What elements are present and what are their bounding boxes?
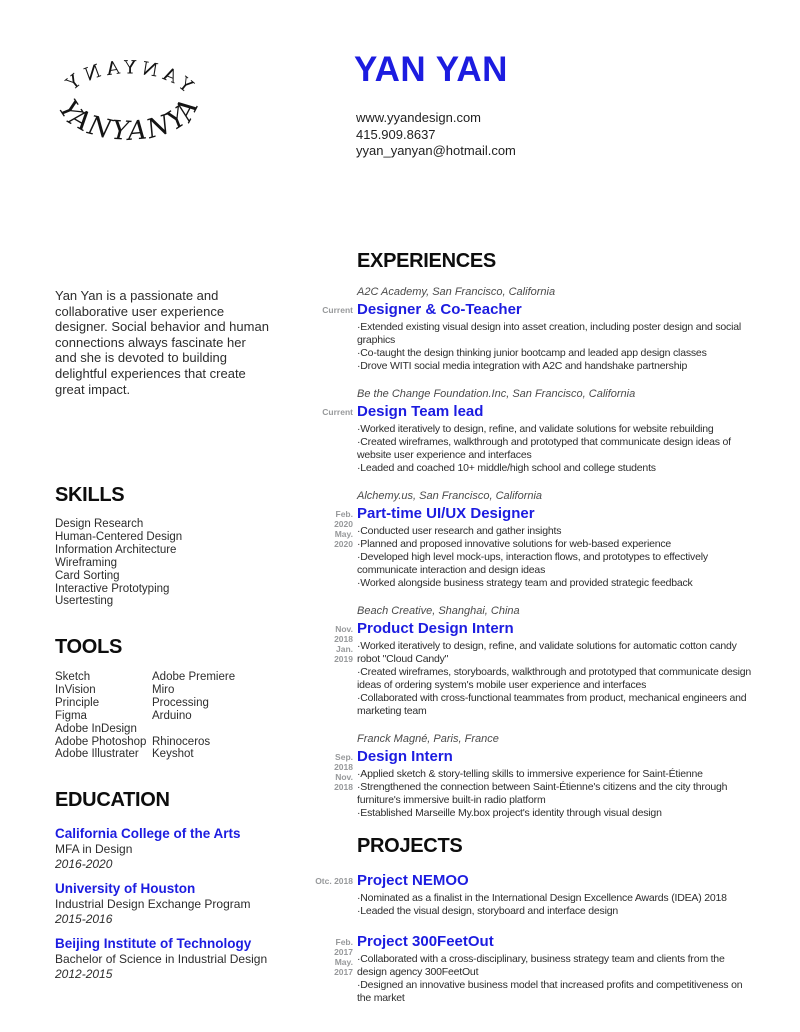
experience-company: Be the Change Foundation.Inc, San Francisco, California <box>357 388 636 400</box>
experience-entry <box>315 733 758 820</box>
tools-column-1 <box>55 671 152 761</box>
logo-back-text: YANYANY <box>58 57 197 98</box>
skill-item: Design Research <box>55 518 144 530</box>
education-years: 2012-2015 <box>55 966 113 981</box>
education-school: California College of the Arts <box>55 826 241 841</box>
contact-block <box>356 110 516 160</box>
experience-bullet: · Collaborated with cross-functional teammates from product, mechanical engineers and marketing team <box>357 692 753 718</box>
tool-item: Rhinoceros <box>152 735 211 748</box>
experience-bullet: · Worked iteratively to design, refine, and validate solutions for website rebuilding <box>357 423 753 436</box>
tool-item: Adobe InDesign <box>55 722 137 735</box>
experience-company: Beach Creative, Shanghai, China <box>357 605 520 617</box>
experience-bullet: · Worked alongside business strategy team and provided strategic feedback <box>357 577 753 590</box>
education-years: 2016-2020 <box>55 856 113 871</box>
projects-heading: PROJECTS <box>357 835 463 857</box>
project-bullet: · Leaded the visual design, storyboard and interface design <box>357 905 753 918</box>
tool-item: InVision <box>55 683 96 696</box>
experience-title: Product Design Intern <box>357 620 514 637</box>
tools-section <box>55 636 235 761</box>
experience-bullet: · Worked iteratively to design, refine, and validate solutions for automatic cotton candy robot "Cloud Candy" <box>357 640 753 666</box>
tool-item: Figma <box>55 709 87 722</box>
skill-item: Information Architecture <box>55 543 177 556</box>
experience-bullet: · Leaded and coached 10+ middle/high school and college students <box>357 462 753 475</box>
experience-title: Design Team lead <box>357 403 484 420</box>
experience-company: A2C Academy, San Francisco, California <box>357 286 556 298</box>
experience-bullet: · Drove WITI social media integration with A2C and handshake partnership <box>357 360 753 373</box>
main-column <box>315 250 758 1020</box>
experience-title: Design Intern <box>357 748 453 765</box>
project-entry <box>315 872 758 918</box>
email-link[interactable]: yyan_yanyan@hotmail.com <box>356 143 516 158</box>
tool-item: Sketch <box>55 671 91 683</box>
experience-entry <box>315 286 758 373</box>
experience-title: Part-time UI/UX Designer <box>357 505 535 522</box>
tools-column-2 <box>152 671 235 761</box>
education-entry <box>55 880 267 926</box>
experience-dates: Nov. 2018 Jan. 2019 <box>334 624 353 664</box>
person-name: YAN YAN <box>354 50 508 89</box>
skill-item: Interactive Prototyping <box>55 582 170 595</box>
experience-bullet: · Established Marseille My.box project's identity through visual design <box>357 807 753 820</box>
education-degree: Bachelor of Science in Industrial Design <box>55 952 268 966</box>
experience-dates: Current <box>322 407 353 417</box>
website-link[interactable]: www.yyandesign.com <box>356 110 481 125</box>
project-bullet: · Nominated as a finalist in the International Design Excellence Awards (IDEA) 2018 <box>357 892 753 905</box>
about-paragraph: Yan Yan is a passionate and collaborative user experience designer. Social behavior and human connections always fascinate her and she is devoted to building delightful experiences that create great impact. <box>55 288 269 397</box>
tool-item <box>152 723 235 736</box>
experience-bullet: · Planned and proposed innovative solutions for web-based experience <box>357 538 753 551</box>
experience-company: Franck Magné, Paris, France <box>357 733 499 745</box>
tool-item: Adobe Premiere <box>152 671 236 683</box>
experience-entry <box>315 490 758 590</box>
skill-item: Wireframing <box>55 556 117 569</box>
tool-item: Arduino <box>152 709 192 722</box>
experience-dates: Feb. 2020 May. 2020 <box>334 509 353 549</box>
experience-company: Alchemy.us, San Francisco, California <box>357 490 543 502</box>
tool-item: Miro <box>152 683 175 696</box>
skill-item: Card Sorting <box>55 569 120 582</box>
education-degree: Industrial Design Exchange Program <box>55 897 251 911</box>
experience-dates: Sep. 2018 Nov. 2018 <box>334 752 353 792</box>
project-entry <box>315 933 758 1005</box>
experience-dates: Current <box>322 305 353 315</box>
experience-bullet: · Created wireframes, storyboards, walkthrough and prototyped that communicate design ideas of ordering system's mobile user experience and interfaces <box>357 666 753 692</box>
experience-bullet: · Co-taught the design thinking junior bootcamp and leaded app design classes <box>357 347 753 360</box>
experience-bullet: · Strengthened the connection between Saint-Étienne's citizens and the city through furniture's immersive built-in radio platform <box>357 781 753 807</box>
tool-item: Processing <box>152 696 209 709</box>
experience-bullet: · Conducted user research and gather insights <box>357 525 753 538</box>
skill-item: Usertesting <box>55 595 114 608</box>
experience-bullet: · Developed high level mock-ups, interaction flows, and prototypes to effectively communicate interaction and design ideas <box>357 551 753 577</box>
project-dates: Feb. 2017 May. 2017 <box>334 937 353 977</box>
tool-item: Adobe Photoshop <box>55 735 147 748</box>
education-entry <box>55 935 267 981</box>
experience-entry <box>315 388 758 475</box>
tool-item: Principle <box>55 696 100 709</box>
education-school: University of Houston <box>55 881 196 896</box>
project-title: Project NEMOO <box>357 872 469 889</box>
tool-item: Keyshot <box>152 748 194 761</box>
yanyan-ring-logo <box>48 44 208 166</box>
experience-entry <box>315 605 758 718</box>
education-school: Beijing Institute of Technology <box>55 936 252 951</box>
project-dates: Otc. 2018 <box>315 876 353 886</box>
experience-bullet: · Extended existing visual design into asset creation, including poster design and social graphics <box>357 321 753 347</box>
experience-title: Designer & Co-Teacher <box>357 301 522 318</box>
skills-heading: SKILLS <box>55 484 125 506</box>
education-degree: MFA in Design <box>55 842 133 856</box>
tool-item: Adobe Illustrater <box>55 748 139 761</box>
education-heading: EDUCATION <box>55 789 170 811</box>
project-bullet: · Designed an innovative business model that increased profits and competitiveness on the market <box>357 979 753 1005</box>
skills-section <box>55 484 182 608</box>
experience-bullet: · Applied sketch & story-telling skills to immersive experience for Saint-Étienne <box>357 768 753 781</box>
experience-bullet: · Created wireframes, walkthrough and prototyped that communicate design ideas of website user experience and interfaces <box>357 436 753 462</box>
project-title: Project 300FeetOut <box>357 933 494 950</box>
education-section <box>55 789 267 990</box>
education-entry <box>55 825 267 871</box>
tools-heading: TOOLS <box>55 636 123 658</box>
education-years: 2015-2016 <box>55 911 113 926</box>
logo-front-text: YANYANYA <box>52 92 206 147</box>
skill-item: Human-Centered Design <box>55 530 183 543</box>
experiences-heading: EXPERIENCES <box>357 250 496 272</box>
phone-number: 415.909.8637 <box>356 126 436 142</box>
project-bullet: · Collaborated with a cross-disciplinary, business strategy team and clients from the design agency 300FeetOut <box>357 953 753 979</box>
